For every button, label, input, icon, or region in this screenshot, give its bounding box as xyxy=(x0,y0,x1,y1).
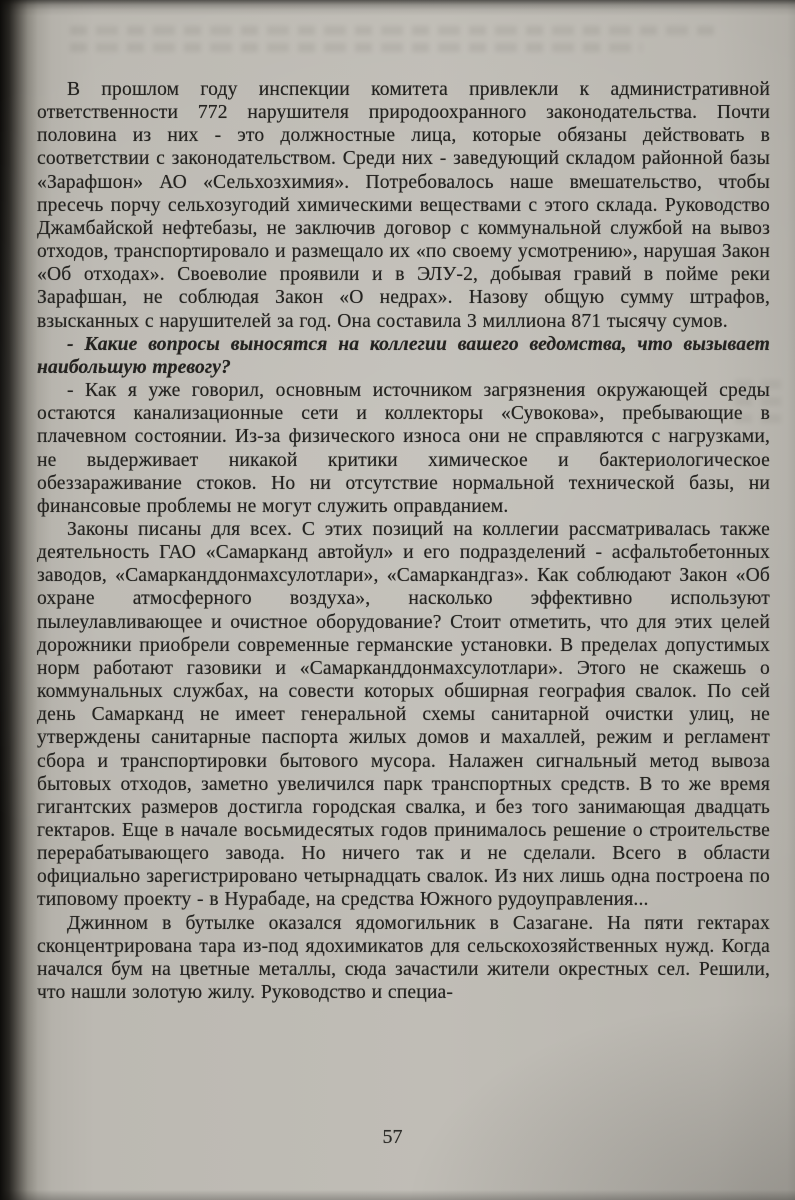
bleed-through-ghost-text xyxy=(70,26,720,60)
paragraph-sazagan-burial-site: Джинном в бутылке оказался ядомогильник в Сазагане. На пяти гектарах сконцентрирована тара из-под ядохимикатов для сельскохозяйственных нужд. Когда начался бум на цветные металлы, сюда зачастили жители окрестных сел. Решили, что нашли золотую жилу. Руководство и специа- xyxy=(37,912,770,1004)
paragraph-answer-pollution-sources: - Как я уже говорил, основным источником загрязнения окружающей среды остаются канализационные сети и коллекторы «Сувокова», пребывающие в плачевном состоянии. Из-за физического износа они не справляются с нагрузками, не выдерживает никакой критики химическое и бактериологическое обеззараживание стоков. Но ни отсутствие нормальной технической базы, ни финансовые проблемы не могут служить оправданием. xyxy=(37,380,770,517)
ghost-text-line xyxy=(70,43,642,52)
ghost-text-line xyxy=(70,26,720,35)
page-bottom-scan-shadow xyxy=(0,1190,795,1200)
page-text-block xyxy=(37,78,770,1004)
interview-question-paragraph: - Какие вопросы выносятся на коллегии вашего ведомства, что вызывает наибольшую тревогу? xyxy=(37,333,770,378)
page-top-scan-shadow xyxy=(0,0,795,16)
page-number: 57 xyxy=(382,1126,403,1148)
paragraph-inspections-report: В прошлом году инспекции комитета привлекли к административной ответственности 772 нарушителя природоохранного законодательства. Почти половина из них - это должностные лица, которые обязаны действовать в соответствии с законодательством. Среди них - заведующий складом районной базы «Зарафшон» АО «Сельхозхимия». Потребовалось наше вмешательство, чтобы пресечь порчу сельхозугодий химическими веществами с этого склада. Руководство Джамбайской нефтебазы, не заключив договор с коммунальной службой на вывоз отходов, транспортировало и размещало их «по своему усмотрению», нарушая Закон «Об отходах». Своеволие проявили и в ЭЛУ-2, добывая гравий в пойме реки Зарафшан, не соблюдая Закон «О недрах». Назову общую сумму штрафов, взысканных с нарушителей за год. Она составила 3 миллиона 871 тысячу сумов. xyxy=(37,79,770,332)
paragraph-laws-and-landfills: Законы писаны для всех. С этих позиций на коллегии рассматривалась также деятельность ГАО «Самарканд автойул» и его подразделений - асфальтобетонных заводов, «Самарканддонмахсулотлари», «Самаркандгаз». Как соблюдают Закон «Об охране атмосферного воздуха», насколько эффективно используют пылеулавливающее и очистное оборудование? Стоит отметить, что для этих целей дорожники приобрели современные германские установки. В пределах допустимых норм работают газовики и «Самарканддонмахсулотлари». Этого не скажешь о коммунальных службах, на совести которых обширная география свалок. По сей день Самарканд не имеет генеральной схемы санитарной очистки улиц, не утверждены санитарные паспорта жилых домов и махаллей, режим и регламент сбора и транспортировки бытового мусора. Налажен сигнальный метод вывоза бытовых отходов, заметно увеличился парк транспортных средств. В то же время гигантских размеров достигла городская свалка, и без того занимающая двадцать гектаров. Еще в начале восьмидесятых годов принималось решение о строительстве перерабатывающего завода. Но ничего так и не сделали. Всего в области официально зарегистрировано четырнадцать свалок. Из них лишь одна построена по типовому проекту - в Нурабаде, на средства Южного рудоуправления... xyxy=(37,518,770,911)
